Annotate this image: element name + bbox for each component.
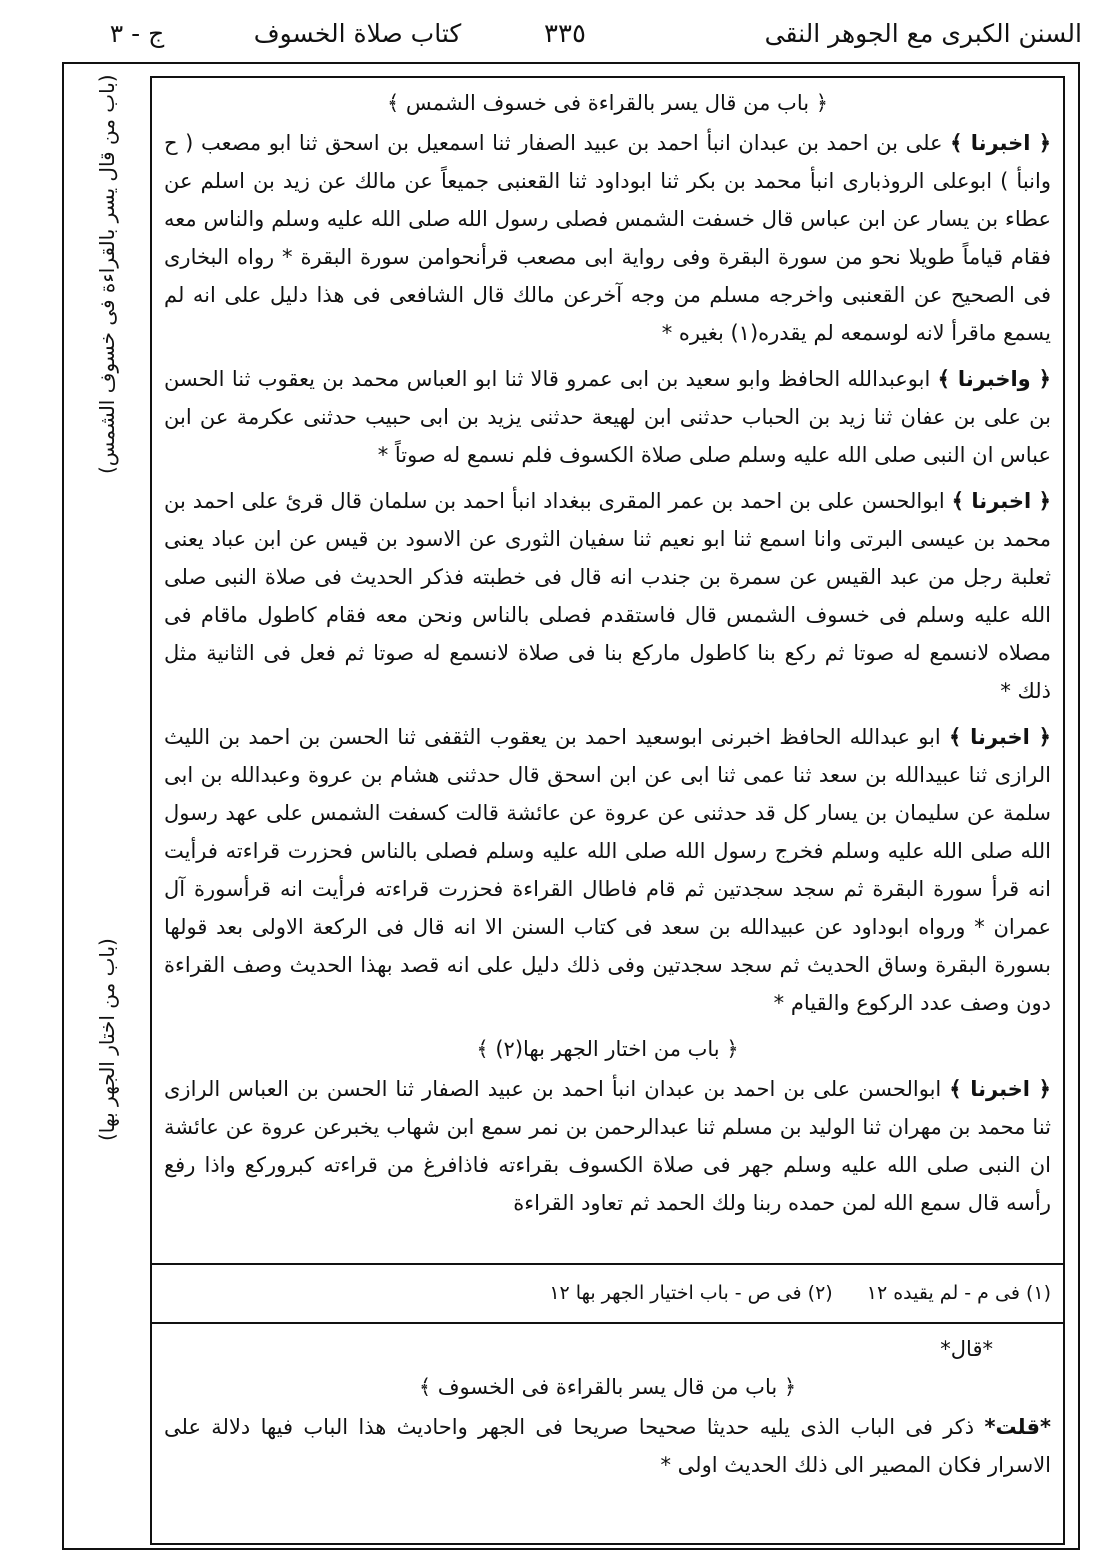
hadith-text: ابوالحسن على بن احمد بن عمر المقرى ببغداد انبأ احمد بن سلمان قال قرئ على احمد بن محمد بن عيسى البرتى وانا اسمع ثنا ابو نعيم ثنا سفيان الثورى عن الاسود بن قيس عن ابن عباد يعنى ثعلبة رجل من عبد القيس عن سمرة بن جندب انه قال فى خطبته فذكر الحديث فى صلاة النبى صلى الله عليه وسلم فى خسوف الشمس قال فاستقدم فصلى بالناس ونحن معه فقام كاطول ماقام فى مصلاه لانسمع له صوتا ثم ركع بنا كاطول ماركع بنا فى صلاة لانسمع له صوتا ثم فعل فى الثانية مثل ذلك * — [164, 489, 1051, 703]
footnote-divider-top — [152, 1263, 1063, 1265]
footnote-divider-bottom — [152, 1322, 1063, 1324]
hadith-text: ابوعبدالله الحافظ وابو سعيد بن ابى عمرو قالا ثنا ابو العباس محمد بن يعقوب ثنا الحسن بن على بن عفان ثنا زيد بن الحباب حدثنى ابن لهيعة حدثنى يزيد بن ابى حبيب حدثنى عكرمة عن ابن عباس ان النبى صلى الله عليه وسلم صلى صلاة الكسوف فلم نسمع له صوتاً * — [164, 367, 1051, 467]
narration-lead: ﴿ اخبرنا ﴾ — [949, 1077, 1051, 1101]
commentary-section-title: ﴿ باب من قال يسر بالقراءة فى الخسوف ﴾ — [418, 1375, 797, 1399]
footnote-2: (٢) فى ص - باب اختيار الجهر بها ١٢ — [549, 1282, 833, 1304]
hadith-paragraph-5 — [164, 1070, 1051, 1222]
jawhar-commentary — [164, 1330, 1051, 1535]
commentary-qultu-marker: *قلت* — [984, 1415, 1051, 1439]
margin-note-chapter-1: (باب من قال يسر بالقراءة فى خسوف الشمس) — [95, 74, 119, 474]
footnote-1: (١) فى م - لم يقيده ١٢ — [866, 1282, 1051, 1304]
commentary-text: ذكر فى الباب الذى يليه حديثا صحيحا صريحا فى الجهر واحاديث هذا الباب فيها دلالة على الاسرار فكان المصير الى ذلك الحديث اولى * — [164, 1415, 1051, 1477]
margin-note-chapter-2: (باب من اختار الجهر بها) — [95, 938, 119, 1142]
page-number: ٣٣٥ — [544, 19, 586, 49]
narration-lead: ﴿ اخبرنا ﴾ — [948, 725, 1051, 749]
section-title-1: ﴿ باب من قال يسر بالقراءة فى خسوف الشمس ﴾ — [386, 91, 829, 115]
narration-lead: ﴿ اخبرنا ﴾ — [951, 489, 1051, 513]
narration-lead: ﴿ اخبرنا ﴾ — [950, 131, 1051, 155]
hadith-text: ابو عبدالله الحافظ اخبرنى ابوسعيد احمد بن يعقوب الثقفى ثنا الحسن بن احمد بن الليث الرازى ثنا عبيدالله بن سعد ثنا عمى ثنا ابى عن ابن اسحق قال حدثنى هشام بن عروة وعبدالله بن ابى سلمة عن سليمان بن يسار كل قد حدثنى عن عروة عن عائشة قالت كسفت الشمس على عهد رسول الله صلى الله عليه وسلم فخرج رسول الله صلى الله عليه وسلم فصلى بالناس فحزرت قراءته فرأيت انه قرأ سورة البقرة ثم سجد سجدتين ثم قام فاطال القراءة فحزرت قراءته فرأيت انه قرأسورة آل عمران * ورواه ابوداود عن عبيدالله بن سعد فى كتاب السنن الا انه قال فى الركعة الاولى بعد قولها بسورة البقرة وساق الحديث ثم سجد سجدتين وفى ذلك دليل على انه قصد بهذا الحديث وصف القراءة دون وصف عدد الركوع والقيام * — [164, 725, 1051, 1015]
main-text-frame — [150, 76, 1065, 1545]
running-header-book-title: السنن الكبرى مع الجوهر النقى — [764, 19, 1082, 48]
hadith-paragraph-2 — [164, 360, 1051, 474]
hadith-paragraph-4 — [164, 718, 1051, 1022]
footnotes — [164, 1268, 1051, 1318]
commentary-paragraph — [164, 1408, 1051, 1484]
commentary-qala-marker: *قال* — [940, 1337, 993, 1361]
hadith-paragraph-3 — [164, 482, 1051, 710]
sunan-text-body — [164, 84, 1051, 1260]
volume-number: ج - ٣ — [109, 19, 165, 48]
hadith-text: ابوالحسن على بن احمد بن عبدان انبأ احمد بن عبيد الصفار ثنا الحسن بن العباس الرازى ثنا محمد بن مهران ثنا الوليد بن مسلم ثنا عبدالرحمن بن نمر سمع ابن شهاب يخبرعن عروة عن عائشة ان النبى صلى الله عليه وسلم جهر فى صلاة الكسوف بقراءته فاذافرغ من قراءته كبروركع واذا رفع رأسه قال سمع الله لمن حمده ربنا ولك الحمد ثم تعاود القراءة — [164, 1077, 1051, 1215]
hadith-text: على بن احمد بن عبدان انبأ احمد بن عبيد الصفار ثنا اسمعيل بن اسحق ثنا ابو مصعب ( ح وانبأ ) ابوعلى الروذبارى انبأ محمد بن بكر ثنا ابوداود ثنا القعنبى جميعاً عن مالك عن زيد بن اسلم عن عطاء بن يسار عن ابن عباس قال خسفت الشمس فصلى رسول الله صلى الله عليه وسلم والناس معه فقام قياماً طويلا نحو من سورة البقرة وفى رواية ابى مصعب قرأنحوامن سورة البقرة * رواه البخارى فى الصحيح عن القعنبى واخرجه مسلم من وجه آخرعن مالك قال الشافعى فى هذا دليل على انه لم يسمع ماقرأ لانه لوسمعه لم يقدره(١) بغيره * — [164, 131, 1051, 345]
section-title-2: ﴿ باب من اختار الجهر بها(٢) ﴾ — [476, 1037, 739, 1061]
narration-lead: ﴿ واخبرنا ﴾ — [937, 367, 1051, 391]
running-header-chapter: كتاب صلاة الخسوف — [253, 19, 462, 48]
hadith-paragraph-1 — [164, 124, 1051, 352]
